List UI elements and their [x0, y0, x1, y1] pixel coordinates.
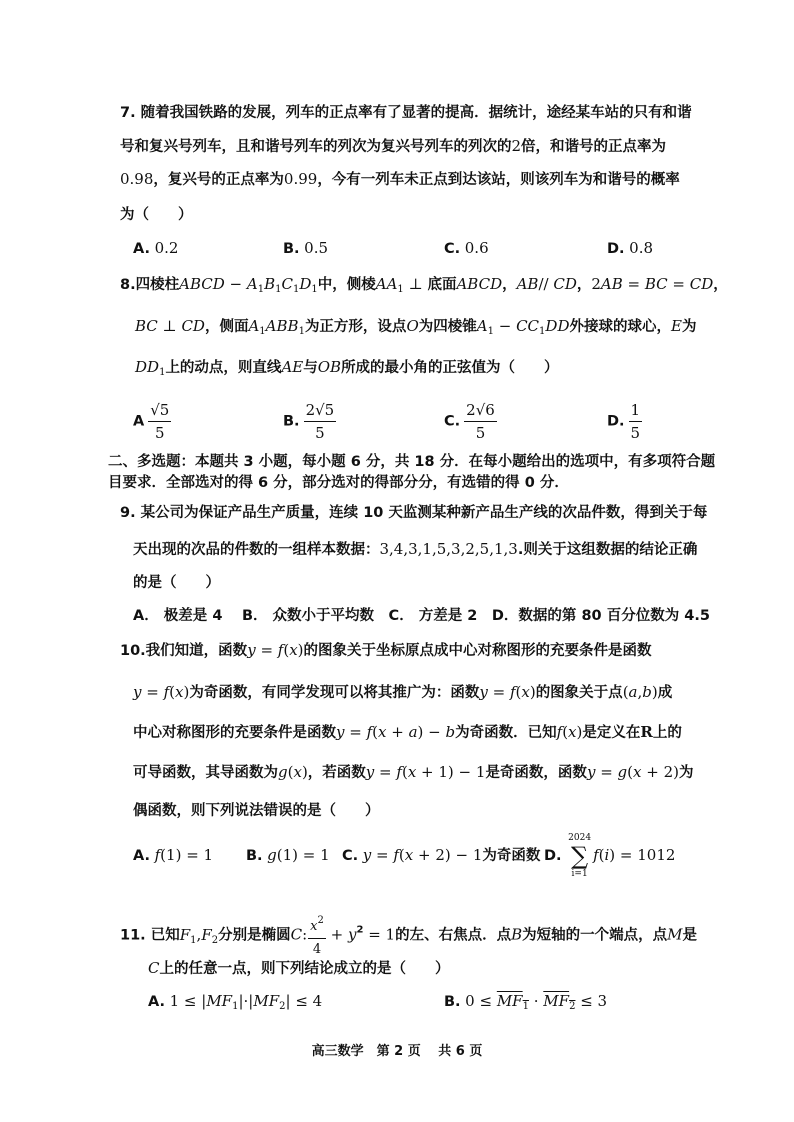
q8-line3: $DD_1$上的动点，则直线AE与OB所成的最小角的正弦值为（ ） — [135, 358, 559, 378]
section2-heading-line2: 目要求．全部选对的得 6 分，部分选对的得部分分，有选错的得 0 分． — [108, 475, 569, 491]
summation-symbol: 2024 ∑ i=1 — [568, 833, 592, 879]
q11-option-a[interactable]: A. $1 \le |MF_1|\cdot|MF_2| \le 4$ — [148, 992, 323, 1012]
q11-option-b[interactable]: B. $0 \le MF_1 \cdot MF_2 \le 3$ — [444, 992, 608, 1012]
q7-line2: 号和复兴号列车，且和谐号列车的列次为复兴号列车的列次的2倍，和谐号的正点率为 — [120, 137, 667, 155]
q7-option-d[interactable]: D. 0.8 — [607, 239, 654, 257]
q10-option-a[interactable]: A. f(1) = 1 — [133, 846, 214, 864]
q8-option-b[interactable]: B. $\frac{2√5}{5}$ — [283, 401, 335, 442]
q11-line2: C上的任意一点，则下列结论成立的是（ ） — [148, 959, 450, 977]
q10-line1: 10.我们知道，函数y = f(x)的图象关于坐标原点成中心对称图形的充要条件是函数 — [120, 641, 652, 659]
section2-heading-line1: 二、多选题：本题共 3 小题，每小题 6 分，共 18 分．在每小题给出的选项中，有多项符合题 — [108, 454, 716, 470]
q9-line2: 天出现的次品的件数的一组样本数据：3,4,3,1,5,3,2,5,1,3.则关于这组数据的结论正确 — [133, 540, 698, 558]
q9-line3: 的是（ ） — [133, 575, 220, 591]
q10-option-b[interactable]: B. g(1) = 1 — [246, 846, 330, 864]
q10-line4: 可导函数，其导函数为g(x)，若函数y = f(x + 1) − 1是奇函数，函数y = g(x + 2)为 — [133, 763, 694, 781]
q7-option-c[interactable]: C. 0.6 — [444, 239, 489, 257]
q8-option-a[interactable]: A $\frac{√5}{5}$ — [133, 401, 170, 442]
q8-line1: 8.四棱柱ABCD − $A_1B_1C_1D_1$中，侧棱$AA_1$ ⊥ 底面ABCD，AB// CD，2AB = BC = CD， — [120, 275, 728, 295]
page-footer: 高三数学 第 2 页 共 6 页 — [311, 1044, 483, 1059]
q10-line2: y = f(x)为奇函数，有同学发现可以将其推广为：函数y = f(x)的图象关于点(a,b)成 — [133, 683, 673, 701]
q11-line1: 11. 已知$F_1,F_2$分别是椭圆C: $\frac{x^2}{4}$ + $y^2 = 1$的左、右焦点．点B为短轴的一个端点，点M是 — [120, 911, 697, 960]
q8-option-d[interactable]: D. $\frac{1}{5}$ — [607, 401, 641, 442]
q10-line3: 中心对称图形的充要条件是函数y = f(x + a) − b为奇函数．已知f(x)是定义在R上的 — [133, 723, 682, 741]
q7-line4: 为（ ） — [120, 207, 193, 223]
q10-line5: 偶函数，则下列说法错误的是（ ） — [133, 803, 380, 819]
q7-option-b[interactable]: B. 0.5 — [283, 239, 329, 257]
q9-line1: 9. 某公司为保证产品生产质量，连续 10 天监测某种新产品生产线的次品件数，得到关于每 — [120, 505, 708, 521]
q8-line2: BC ⊥ CD，侧面$A_1ABB_1$为正方形，设点O为四棱锥$A_1 - CC_1DD$外接球的球心，E为 — [135, 317, 697, 337]
q10-option-c[interactable]: C. y = f(x + 2) − 1为奇函数 — [342, 846, 541, 864]
q8-option-c[interactable]: C. $\frac{2√6}{5}$ — [444, 401, 495, 442]
q7-line1: 7. 随着我国铁路的发展，列车的正点率有了显著的提高．据统计，途经某车站的只有和谐 — [120, 105, 692, 121]
q9-options[interactable]: A． 极差是 4 B． 众数小于平均数 C． 方差是 2 D．数据的第 80 百分位数为 4.5 — [133, 608, 710, 624]
q10-option-d[interactable]: D. 2024 ∑ i=1 f(i) = 1012 — [544, 833, 676, 879]
q7-option-a[interactable]: A. 0.2 — [133, 239, 179, 257]
q7-line3: 0.98，复兴号的正点率为0.99，今有一列车未正点到达该站，则该列车为和谐号的概率 — [120, 170, 680, 188]
